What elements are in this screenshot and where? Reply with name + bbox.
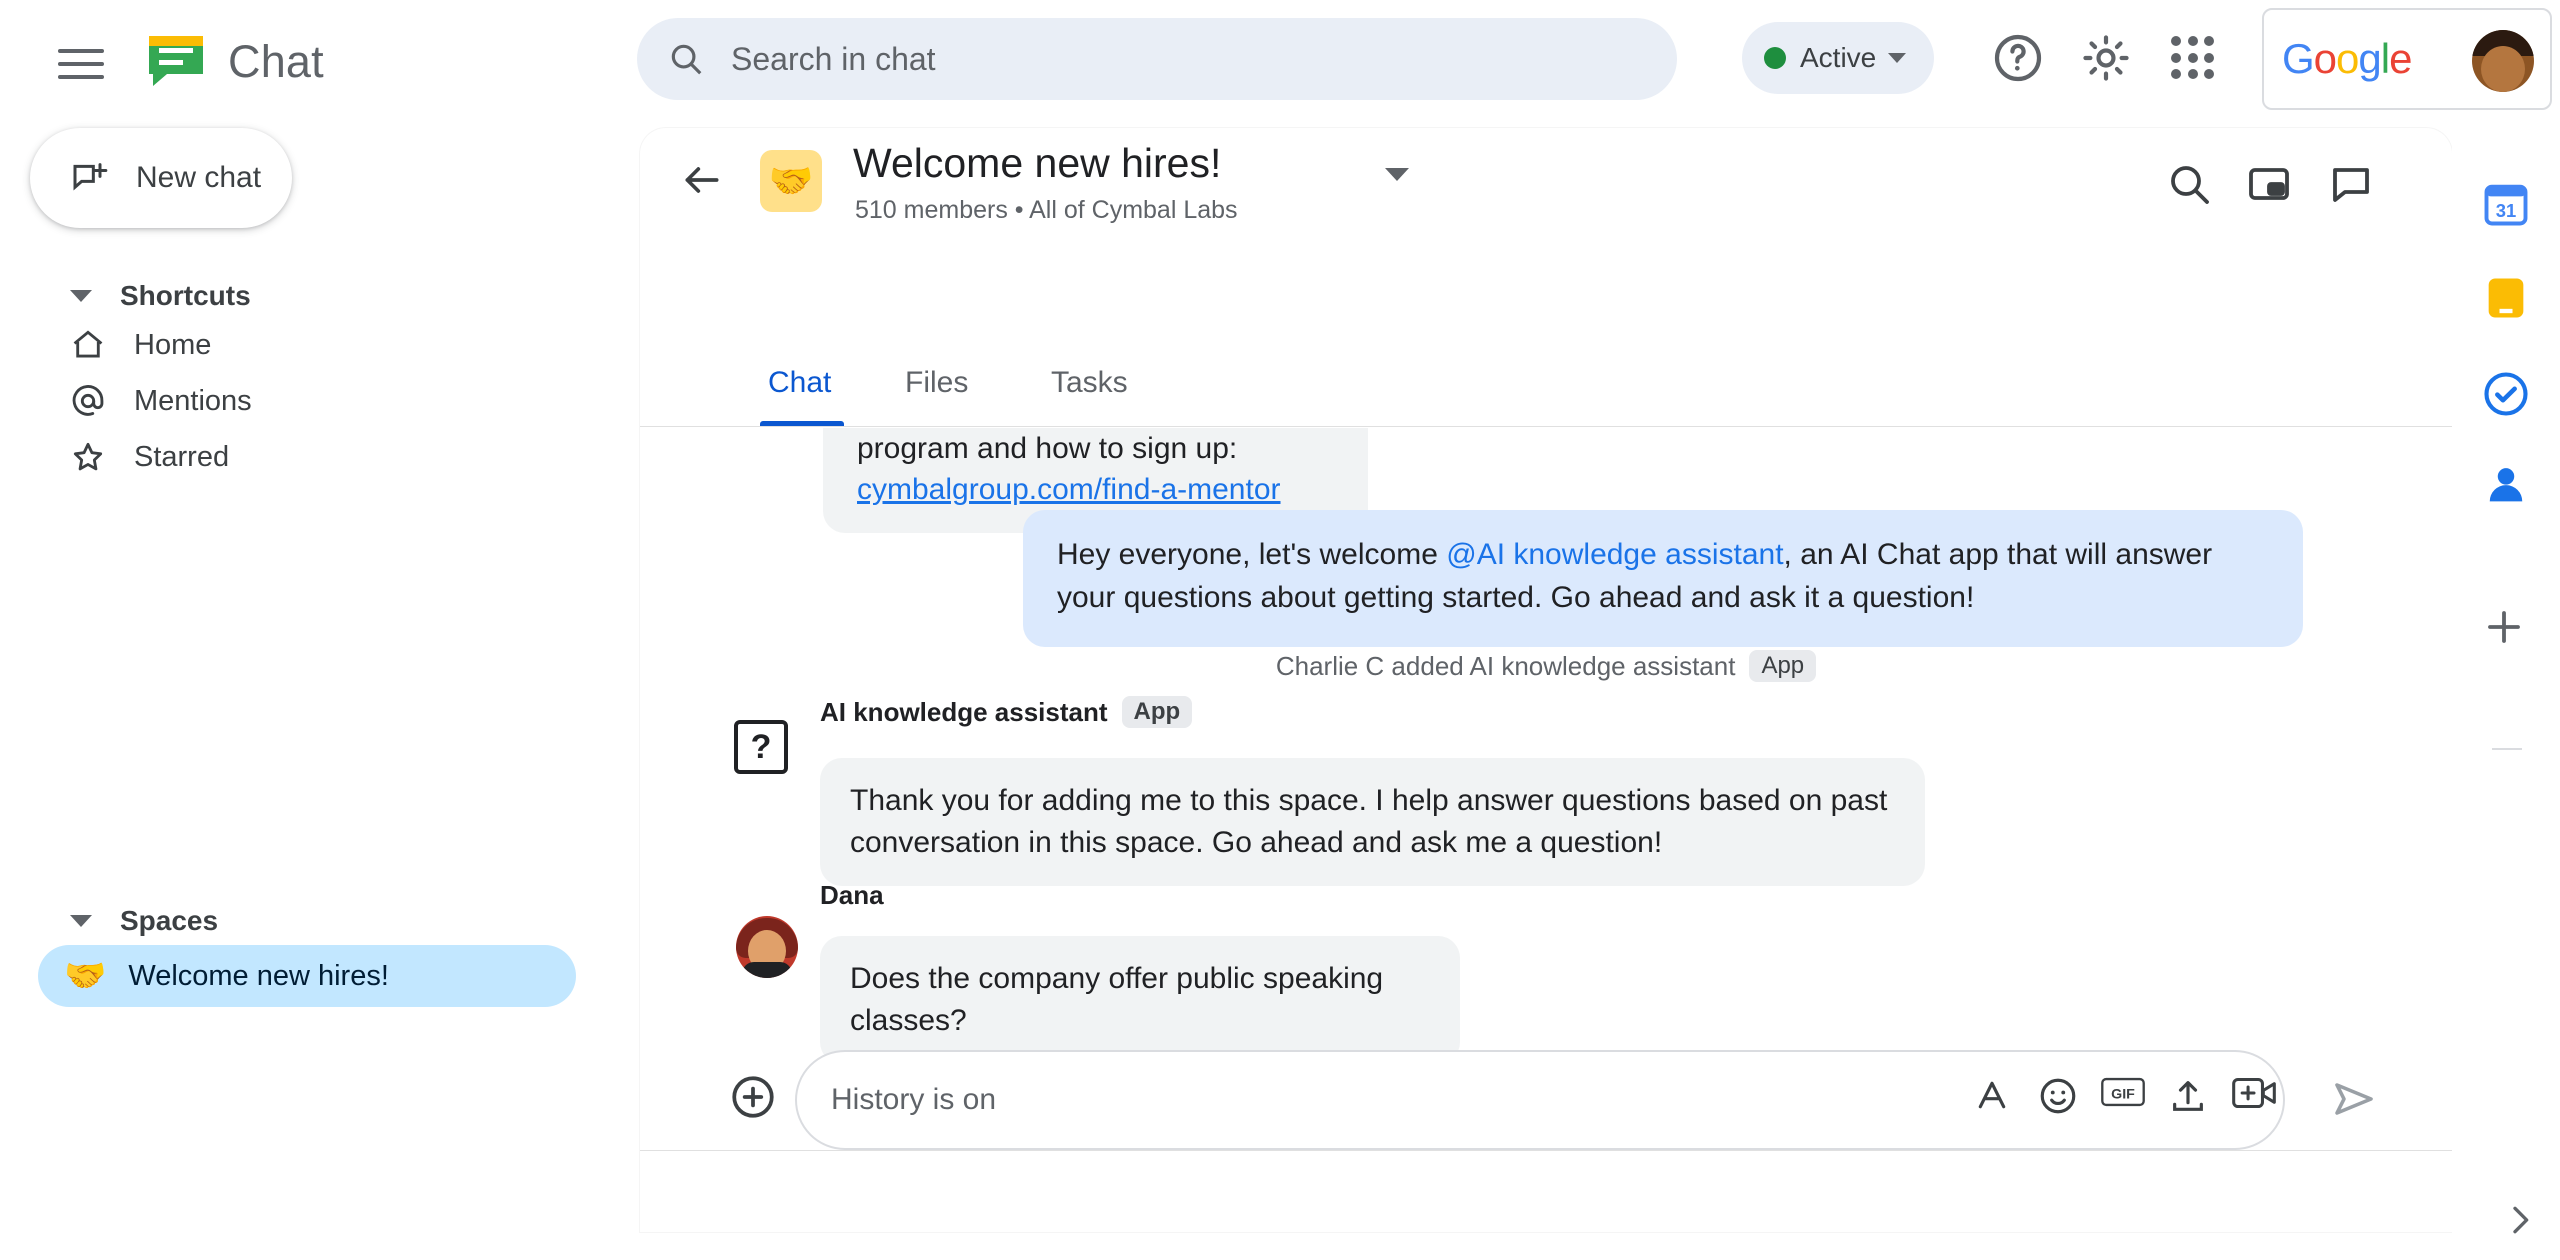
- search-placeholder: Search in chat: [731, 40, 936, 77]
- video-add-icon[interactable]: [2232, 1075, 2278, 1121]
- app-title: Chat: [228, 36, 324, 87]
- rail-divider: [2492, 748, 2522, 750]
- svg-text:31: 31: [2495, 200, 2517, 221]
- message-text: program and how to sign up:: [857, 432, 1238, 465]
- new-chat-button[interactable]: [30, 128, 292, 228]
- status-chip[interactable]: [1742, 22, 1934, 94]
- search-icon: [667, 40, 705, 78]
- message-sender: [820, 880, 1720, 911]
- message-text: Does the company offer public speaking classes?: [850, 962, 1384, 1037]
- keep-icon[interactable]: [2480, 272, 2532, 324]
- sender-name: Dana: [820, 880, 884, 910]
- sidebar-item-starred[interactable]: [38, 424, 578, 490]
- chevron-right-icon[interactable]: [2500, 1200, 2540, 1240]
- at-sign-icon: [68, 381, 108, 421]
- dana-avatar: [736, 916, 796, 976]
- send-icon[interactable]: [2330, 1075, 2378, 1123]
- contacts-icon[interactable]: [2480, 458, 2532, 510]
- chevron-down-icon: [70, 915, 92, 927]
- google-wordmark: Google: [2282, 35, 2412, 82]
- home-icon: [68, 325, 108, 365]
- thread-panel-icon[interactable]: [2327, 160, 2375, 208]
- shortcuts-section-header[interactable]: [70, 280, 251, 312]
- message-input-placeholder: History is on: [831, 1083, 997, 1116]
- upload-icon[interactable]: [2168, 1075, 2214, 1121]
- sidebar-item-label: Mentions: [134, 384, 252, 417]
- help-circle-icon[interactable]: [1990, 30, 2046, 86]
- app-question-mark-avatar: ?: [734, 720, 794, 780]
- room-subtitle: 510 members • All of Cymbal Labs: [855, 196, 1238, 224]
- apps-grid-icon[interactable]: [2165, 30, 2221, 86]
- emoji-icon[interactable]: [2037, 1075, 2083, 1121]
- chat-logo-icon: [145, 32, 207, 90]
- message-group-dana: [820, 880, 1720, 911]
- room-tabs: [640, 366, 2452, 426]
- message-text-after-mention: , an AI Chat app that will answer your questions about getting started. Go ahead and ask it a question!: [1057, 538, 2213, 614]
- message-bubble-outgoing: [1023, 510, 2303, 647]
- system-event-text: Charlie C added AI knowledge assistant: [1275, 650, 1736, 681]
- room-search-icon[interactable]: [2165, 160, 2213, 208]
- sender-name: AI knowledge assistant: [820, 696, 1108, 727]
- message-sender: [820, 696, 2020, 728]
- star-icon: [68, 437, 108, 477]
- composer-divider: [640, 1150, 2452, 1151]
- message-bubble-dana: [820, 936, 1460, 1064]
- tasks-icon[interactable]: [2480, 368, 2532, 420]
- svg-text:GIF: GIF: [2111, 1086, 2135, 1103]
- chevron-down-icon: [70, 290, 92, 302]
- sidebar-space-welcome-new-hires[interactable]: [38, 945, 576, 1007]
- status-label: Active: [1800, 42, 1877, 73]
- system-event-line: [640, 650, 2452, 682]
- tab-chat[interactable]: Chat: [768, 366, 832, 399]
- search-input[interactable]: [637, 18, 1677, 100]
- message-group-ai-assistant: [820, 696, 2020, 728]
- page-title: Welcome new hires!: [853, 140, 1222, 186]
- new-chat-icon: [70, 158, 110, 198]
- plus-icon[interactable]: [2480, 603, 2532, 655]
- account-switcher[interactable]: [2262, 8, 2552, 110]
- message-bubble-ai-assistant: [820, 758, 1925, 886]
- spaces-section-header[interactable]: [70, 905, 218, 937]
- message-text-before-mention: Hey everyone, let's welcome: [1057, 538, 1447, 571]
- tab-files[interactable]: Files: [905, 366, 969, 399]
- mentor-program-link[interactable]: cymbalgroup.com/find-a-mentor: [857, 473, 1281, 507]
- spaces-label: Spaces: [120, 905, 219, 936]
- handshake-icon: 🤝: [64, 957, 107, 995]
- back-arrow-icon[interactable]: [680, 158, 724, 202]
- sidebar-space-label: Welcome new hires!: [128, 959, 389, 992]
- new-chat-label: New chat: [136, 161, 262, 194]
- sidebar-item-label: Home: [134, 328, 212, 361]
- app-badge: App: [1749, 650, 1816, 682]
- picture-in-picture-icon[interactable]: [2245, 160, 2293, 208]
- message-text: Thank you for adding me to this space. I help answer questions based on past conversation in this space. Go ahead and ask me a question!: [850, 784, 1888, 859]
- side-panel-rail: [2452, 128, 2560, 1260]
- avatar[interactable]: [2472, 30, 2534, 92]
- top-app-bar: [0, 0, 2560, 128]
- app-badge: App: [1122, 696, 1193, 728]
- chevron-down-icon: [1888, 53, 1906, 63]
- chevron-down-icon[interactable]: [1385, 168, 1409, 181]
- shortcuts-label: Shortcuts: [120, 280, 251, 311]
- gif-icon[interactable]: [2101, 1075, 2147, 1121]
- plus-circle-icon[interactable]: [728, 1072, 778, 1122]
- tab-tasks[interactable]: Tasks: [1051, 366, 1128, 399]
- sidebar-item-label: Starred: [134, 440, 230, 473]
- format-text-icon[interactable]: [1972, 1075, 2018, 1121]
- gear-icon[interactable]: [2078, 30, 2134, 86]
- hamburger-menu-icon[interactable]: [58, 42, 106, 86]
- mention-chip[interactable]: @AI knowledge assistant: [1446, 538, 1784, 571]
- message-list: [640, 428, 2452, 1128]
- calendar-icon[interactable]: [2480, 178, 2532, 230]
- room-emoji: 🤝: [760, 150, 822, 212]
- status-dot: [1764, 47, 1786, 69]
- tabs-divider: [640, 426, 2452, 427]
